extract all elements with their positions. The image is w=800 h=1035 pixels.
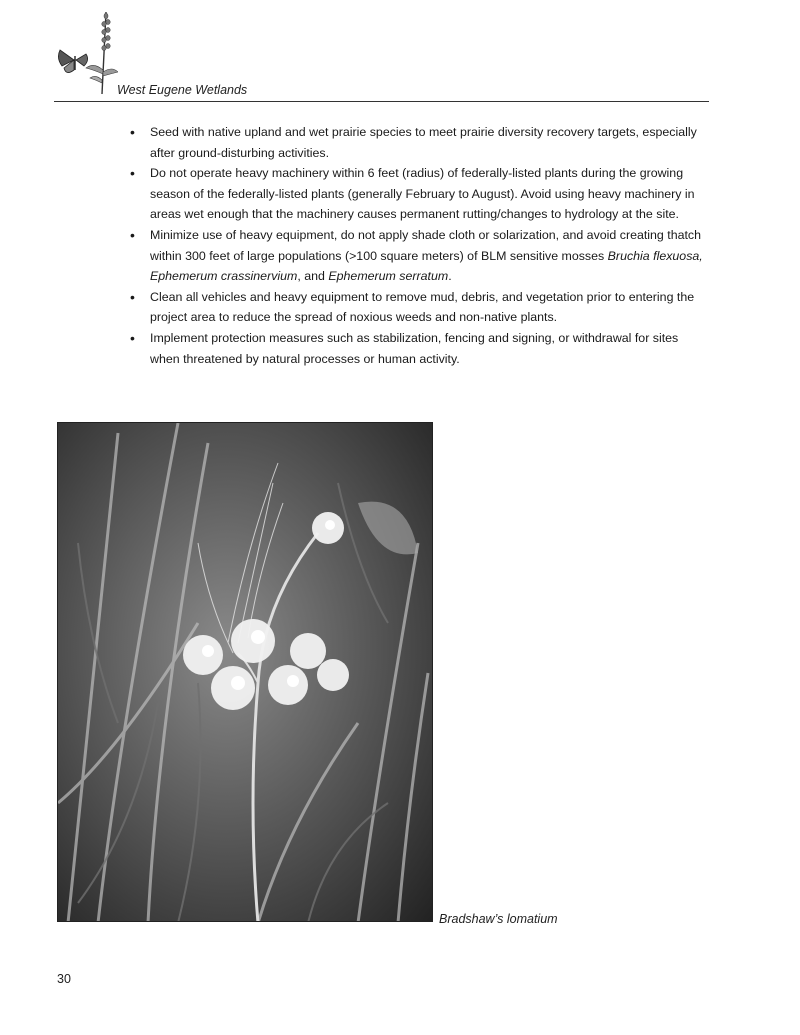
flower-photo	[57, 422, 433, 922]
header-divider	[54, 101, 709, 102]
list-item: • Do not operate heavy machinery within 6 feet (radius) of federally-listed plants during the growing season of the federally-listed plants (generally February to August). Avoid using heavy machinery in areas wet enough that the machinery causes permanent rutting/changes to hydrology at the site.	[130, 163, 710, 225]
list-item: • Implement protection measures such as stabilization, fencing and signing, or withdrawal for sites when threatened by natural processes or human activity.	[130, 328, 710, 369]
butterfly-and-flower-icon	[56, 10, 118, 96]
page-number: 30	[57, 972, 71, 986]
list-item: • Clean all vehicles and heavy equipment to remove mud, debris, and vegetation prior to entering the project area to reduce the spread of noxious weeds and non-native plants.	[130, 287, 710, 328]
photo-caption: Bradshaw’s lomatium	[439, 912, 558, 926]
header-title: West Eugene Wetlands	[117, 83, 248, 97]
list-item: • Seed with native upland and wet prairie species to meet prairie diversity recovery targets, especially after ground-disturbing activities.	[130, 122, 710, 163]
bullet-list	[130, 122, 710, 369]
list-item: • Minimize use of heavy equipment, do not apply shade cloth or solarization, and avoid creating thatch within 300 feet of large populations (>100 square meters) of BLM sensitive mosses Bruchia flexuosa, Ephemerum crassinervium, and Ephemerum serratum.	[130, 225, 710, 287]
